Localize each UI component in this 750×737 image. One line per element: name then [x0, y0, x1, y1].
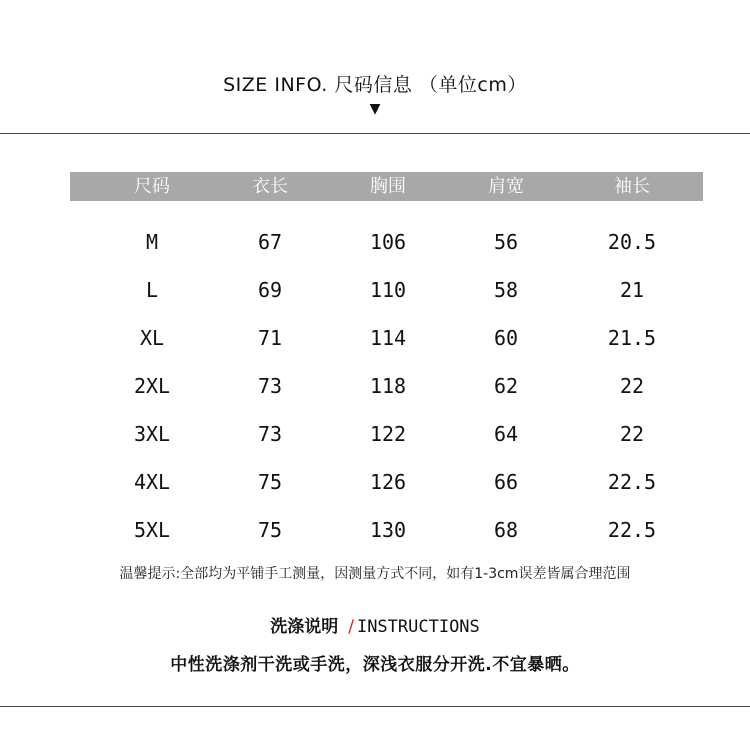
size-cell: 3XL — [133, 422, 171, 446]
shoulder-cell: 66 — [493, 470, 519, 494]
sleeve-cell: 22.5 — [607, 518, 657, 542]
length-cell: 73 — [257, 422, 283, 446]
column-header-shoulder: 肩宽 — [488, 176, 524, 197]
length-cell: 75 — [257, 518, 283, 542]
chest-cell: 130 — [369, 518, 407, 542]
page-title: SIZE INFO. 尺码信息 （单位cm） — [223, 74, 527, 96]
sleeve-cell: 20.5 — [607, 230, 657, 254]
chest-cell: 110 — [369, 278, 407, 302]
title-separator: / — [348, 617, 354, 637]
size-cell: 4XL — [133, 470, 171, 494]
instructions-title-en: INSTRUCTIONS — [356, 617, 480, 637]
length-cell: 75 — [257, 470, 283, 494]
column-header-sleeve: 袖长 — [614, 176, 650, 197]
size-cell: 5XL — [133, 518, 171, 542]
sleeve-cell: 22 — [619, 374, 645, 398]
column-header-size: 尺码 — [134, 176, 170, 197]
shoulder-cell: 58 — [493, 278, 519, 302]
column-header-chest: 胸围 — [370, 176, 406, 197]
shoulder-cell: 62 — [493, 374, 519, 398]
length-cell: 69 — [257, 278, 283, 302]
table-row — [0, 323, 750, 353]
chest-cell: 114 — [369, 326, 407, 350]
instructions-heading — [0, 612, 750, 637]
table-row — [0, 371, 750, 401]
table-row — [0, 515, 750, 545]
instructions-title-cn: 洗涤说明 — [270, 617, 339, 637]
measurement-note: 温馨提示:全部均为平铺手工测量，因测量方式不同，如有1-3cm误差皆属合理范围 — [119, 566, 631, 582]
chest-cell: 122 — [369, 422, 407, 446]
sleeve-cell: 22 — [619, 422, 645, 446]
size-cell: 2XL — [133, 374, 171, 398]
top-divider — [0, 133, 750, 134]
size-cell: L — [145, 278, 159, 302]
down-arrow-icon: ▼ — [369, 101, 381, 117]
shoulder-cell: 56 — [493, 230, 519, 254]
sleeve-cell: 21.5 — [607, 326, 657, 350]
shoulder-cell: 64 — [493, 422, 519, 446]
column-header-length: 衣长 — [252, 176, 288, 197]
bottom-divider — [0, 706, 750, 707]
care-instructions: 中性洗涤剂干洗或手洗，深浅衣服分开洗.不宜暴晒。 — [170, 655, 580, 675]
shoulder-cell: 60 — [493, 326, 519, 350]
table-row — [0, 275, 750, 305]
shoulder-cell: 68 — [493, 518, 519, 542]
table-row — [0, 227, 750, 257]
size-table-header — [70, 172, 703, 201]
sleeve-cell: 21 — [619, 278, 645, 302]
chest-cell: 118 — [369, 374, 407, 398]
chest-cell: 126 — [369, 470, 407, 494]
size-cell: XL — [139, 326, 165, 350]
length-cell: 71 — [257, 326, 283, 350]
table-row — [0, 467, 750, 497]
chest-cell: 106 — [369, 230, 407, 254]
sleeve-cell: 22.5 — [607, 470, 657, 494]
length-cell: 73 — [257, 374, 283, 398]
size-cell: M — [145, 230, 159, 254]
table-row — [0, 419, 750, 449]
length-cell: 67 — [257, 230, 283, 254]
